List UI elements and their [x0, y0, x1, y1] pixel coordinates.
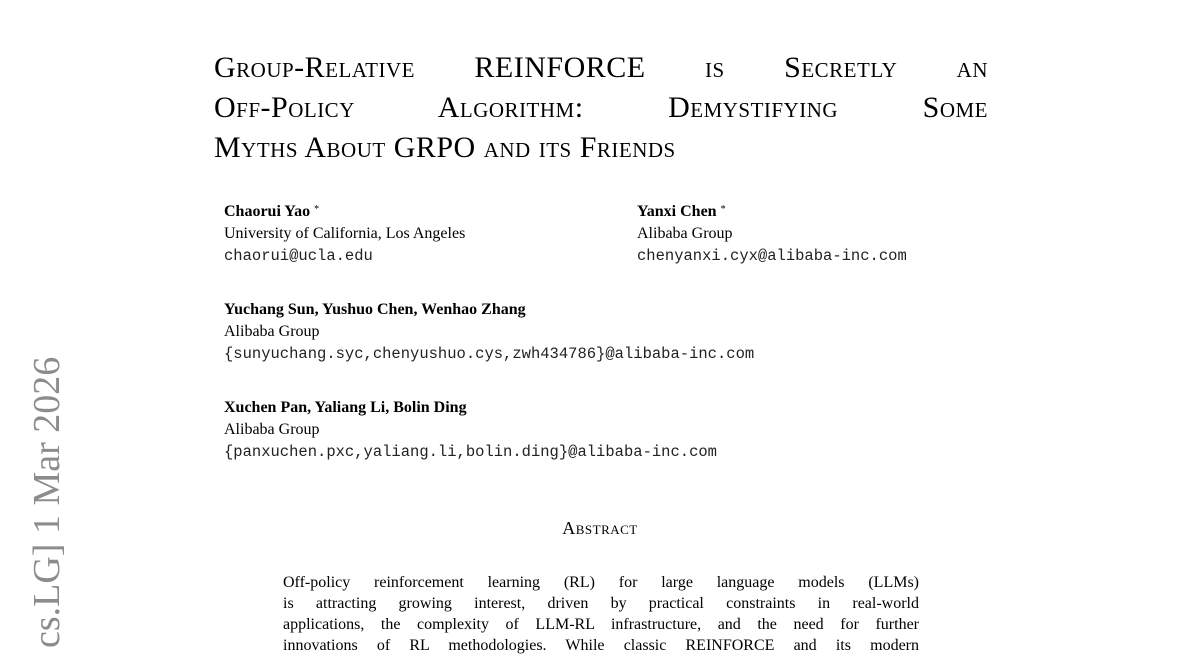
author-names: Yanxi Chen * [637, 203, 726, 220]
title-line-1: Group-Relative REINFORCE is Secretly an [214, 51, 988, 84]
author-names: Yuchang Sun, Yushuo Chen, Wenhao Zhang [224, 301, 526, 318]
author-affiliation: Alibaba Group [637, 225, 733, 242]
author-email[interactable]: {panxuchen.pxc,yaliang.li,bolin.ding}@alibaba-inc.com [224, 443, 717, 461]
equal-contribution-mark: * [314, 204, 320, 215]
author-affiliation: Alibaba Group [224, 421, 320, 438]
author-affiliation: University of California, Los Angeles [224, 225, 466, 242]
author-block-1 [224, 201, 465, 267]
abstract-body [283, 572, 919, 656]
author-names: Xuchen Pan, Yaliang Li, Bolin Ding [224, 399, 467, 416]
author-block-3 [224, 299, 754, 365]
author-block-4 [224, 397, 717, 463]
author-email[interactable]: chaorui@ucla.edu [224, 247, 373, 265]
equal-contribution-mark: * [720, 204, 726, 215]
abstract-line: applications, the complexity of LLM-RL infrastructure, and the need for further [283, 616, 919, 633]
abstract-heading: Abstract [562, 518, 638, 538]
abstract-line: is attracting growing interest, driven by practical constraints in real-world [283, 595, 919, 612]
author-email[interactable]: {sunyuchang.syc,chenyushuo.cys,zwh434786}@alibaba-inc.com [224, 345, 755, 363]
paper-title [214, 48, 988, 168]
title-line-3: Myths About GRPO and its Friends [214, 131, 676, 164]
author-block-2 [637, 201, 907, 267]
arxiv-identifier-stamp: cs.LG] 1 Mar 2026 [26, 356, 68, 648]
abstract-line: Off-policy reinforcement learning (RL) for large language models (LLMs) [283, 574, 919, 591]
author-email[interactable]: chenyanxi.cyx@alibaba-inc.com [637, 247, 907, 265]
author-affiliation: Alibaba Group [224, 323, 320, 340]
author-names: Chaorui Yao * [224, 203, 320, 220]
title-line-2: Off-Policy Algorithm: Demystifying Some [214, 91, 988, 124]
abstract-line: innovations of RL methodologies. While classic REINFORCE and its modern [283, 637, 919, 654]
